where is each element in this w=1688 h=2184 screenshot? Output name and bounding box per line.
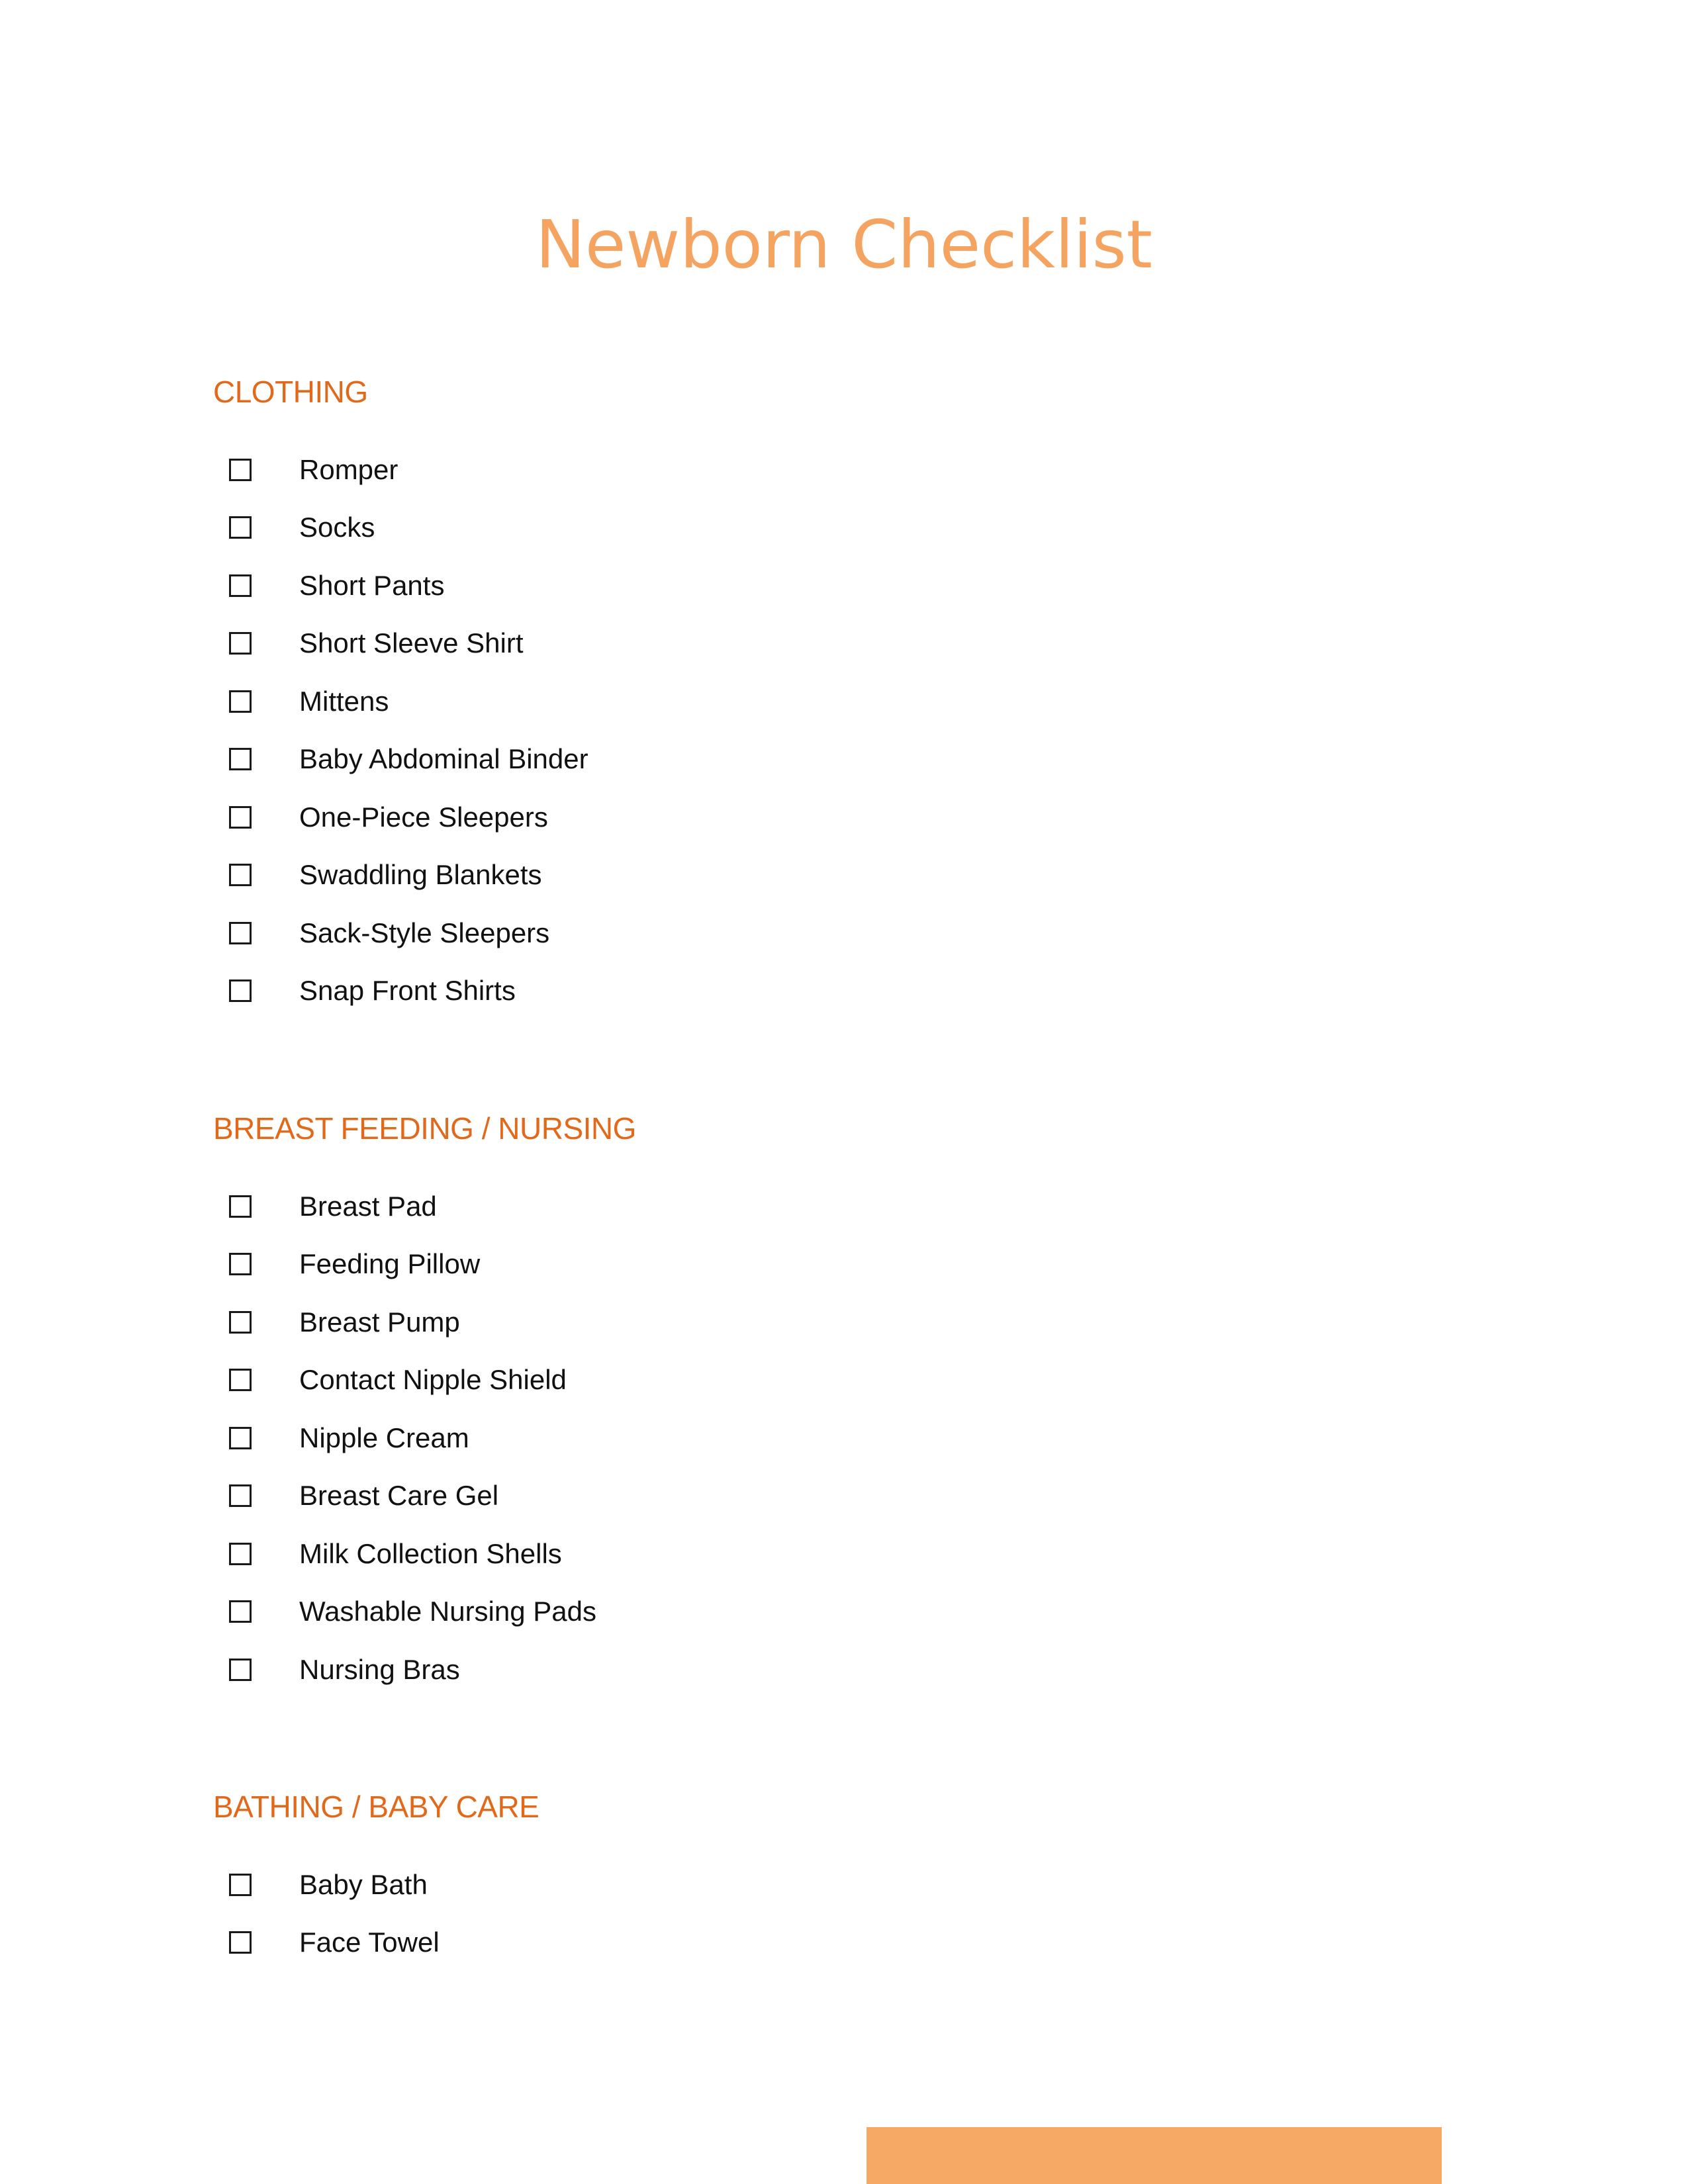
- item-label: Face Towel: [299, 1927, 440, 1958]
- item-label: Sack-Style Sleepers: [299, 917, 550, 948]
- item-label: Socks: [299, 512, 375, 543]
- checkbox[interactable]: [229, 516, 252, 539]
- checkbox[interactable]: [229, 1253, 252, 1275]
- section-breast-feeding: [213, 1109, 636, 1685]
- footer-decorative-bar: [867, 2127, 1442, 2184]
- item-label: Milk Collection Shells: [299, 1538, 562, 1569]
- item-label: Breast Pad: [299, 1191, 437, 1222]
- item-label: Mittens: [299, 686, 389, 717]
- item-label: Washable Nursing Pads: [299, 1596, 596, 1627]
- item-label: Feeding Pillow: [299, 1248, 481, 1279]
- section-heading: BATHING / BABY CARE: [213, 1790, 539, 1824]
- checkbox[interactable]: [229, 1427, 252, 1449]
- section-bathing: [213, 1787, 539, 1958]
- page-title: Newborn Checklist: [536, 206, 1152, 283]
- checkbox[interactable]: [229, 1874, 252, 1896]
- checkbox[interactable]: [229, 748, 252, 770]
- item-label: Contact Nipple Shield: [299, 1364, 567, 1395]
- checkbox[interactable]: [229, 922, 252, 944]
- checkbox[interactable]: [229, 806, 252, 829]
- section-heading: BREAST FEEDING / NURSING: [213, 1111, 636, 1146]
- item-label: Nursing Bras: [299, 1654, 460, 1685]
- item-label: Romper: [299, 454, 399, 485]
- checkbox[interactable]: [229, 1659, 252, 1681]
- checkbox[interactable]: [229, 632, 252, 655]
- section-clothing: [213, 372, 588, 1006]
- checkbox[interactable]: [229, 1600, 252, 1623]
- checkbox[interactable]: [229, 1931, 252, 1954]
- checkbox[interactable]: [229, 1311, 252, 1334]
- checkbox[interactable]: [229, 1543, 252, 1565]
- item-label: One-Piece Sleepers: [299, 801, 548, 833]
- item-label: Nipple Cream: [299, 1422, 469, 1453]
- checkbox[interactable]: [229, 1484, 252, 1507]
- checkbox[interactable]: [229, 690, 252, 713]
- item-label: Baby Abdominal Binder: [299, 743, 588, 774]
- checkbox[interactable]: [229, 864, 252, 886]
- checkbox[interactable]: [229, 1369, 252, 1391]
- checkbox[interactable]: [229, 1195, 252, 1218]
- item-label: Baby Bath: [299, 1869, 428, 1900]
- checkbox[interactable]: [229, 459, 252, 481]
- section-heading: CLOTHING: [213, 375, 368, 409]
- item-label: Breast Pump: [299, 1306, 460, 1338]
- checkbox[interactable]: [229, 979, 252, 1002]
- item-label: Swaddling Blankets: [299, 859, 542, 890]
- checkbox[interactable]: [229, 574, 252, 597]
- item-label: Snap Front Shirts: [299, 975, 516, 1006]
- item-label: Breast Care Gel: [299, 1480, 499, 1511]
- item-label: Short Pants: [299, 570, 445, 601]
- item-label: Short Sleeve Shirt: [299, 627, 524, 659]
